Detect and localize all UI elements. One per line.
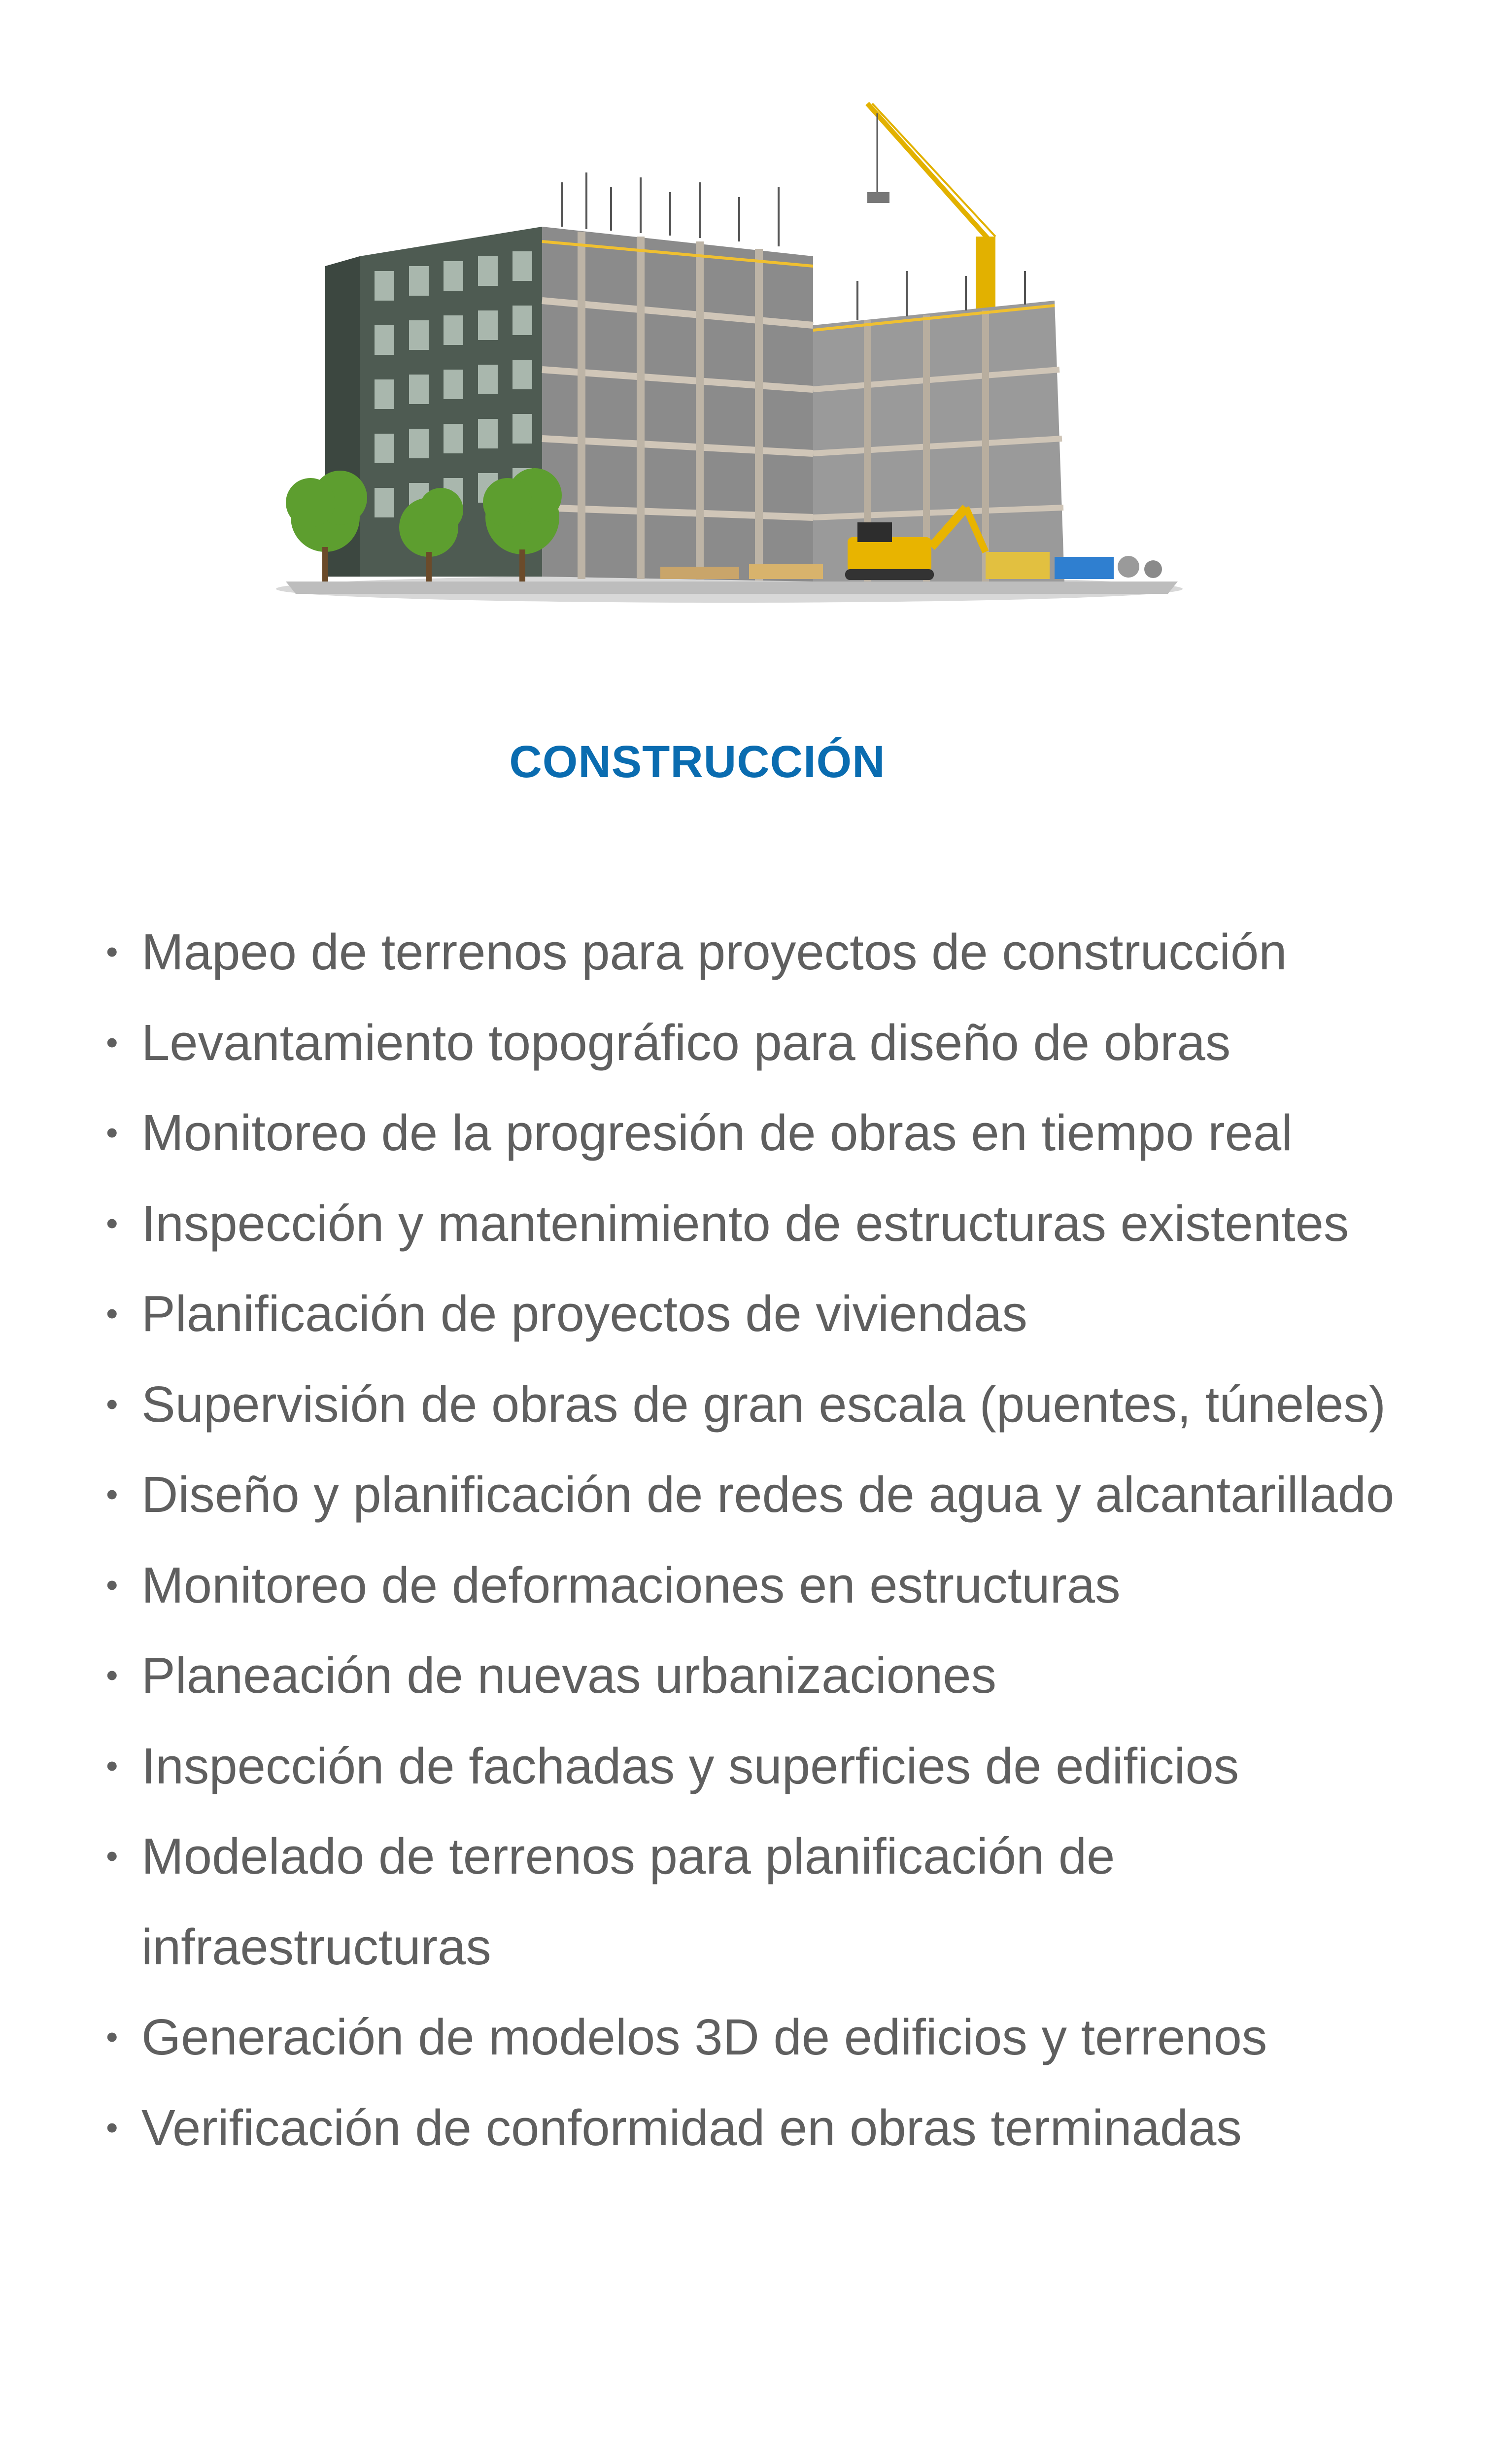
bullet-icon: • bbox=[106, 1203, 118, 1242]
list-item: • Inspección de fachadas y superficies de edificios bbox=[106, 1721, 1436, 1812]
bullet-icon: • bbox=[106, 1565, 118, 1604]
bullet-icon: • bbox=[106, 1023, 118, 1061]
bullet-icon: • bbox=[106, 1384, 118, 1423]
list-item: • Supervisión de obras de gran escala (puentes, túneles) bbox=[106, 1359, 1436, 1450]
services-list bbox=[106, 907, 1436, 2173]
list-item: • Planeación de nuevas urbanizaciones bbox=[106, 1630, 1436, 1721]
list-item: • Modelado de terrenos para planificación de infraestructuras bbox=[106, 1811, 1436, 1992]
bullet-icon: • bbox=[106, 1294, 118, 1333]
list-item: • Diseño y planificación de redes de agua y alcantarillado bbox=[106, 1449, 1436, 1540]
bullet-icon: • bbox=[106, 2018, 118, 2056]
bullet-icon: • bbox=[106, 1656, 118, 1694]
list-item: • Mapeo de terrenos para proyectos de construcción bbox=[106, 907, 1436, 997]
section-title: CONSTRUCCIÓN bbox=[509, 737, 886, 787]
construction-illustration bbox=[266, 94, 1202, 616]
list-item: • Levantamiento topográfico para diseño de obras bbox=[106, 997, 1436, 1088]
list-item: • Verificación de conformidad en obras terminadas bbox=[106, 2083, 1436, 2173]
list-item: • Planificación de proyectos de viviendas bbox=[106, 1268, 1436, 1359]
list-item: • Monitoreo de la progresión de obras en tiempo real bbox=[106, 1088, 1436, 1178]
list-item: • Inspección y mantenimiento de estructuras existentes bbox=[106, 1178, 1436, 1269]
list-item: • Monitoreo de deformaciones en estructuras bbox=[106, 1540, 1436, 1631]
bullet-icon: • bbox=[106, 1113, 118, 1152]
bullet-icon: • bbox=[106, 932, 118, 971]
bullet-icon: • bbox=[106, 1837, 118, 1875]
bullet-icon: • bbox=[106, 2108, 118, 2147]
list-item: • Generación de modelos 3D de edificios y terrenos bbox=[106, 1992, 1436, 2083]
bullet-icon: • bbox=[106, 1746, 118, 1785]
bullet-icon: • bbox=[106, 1475, 118, 1513]
